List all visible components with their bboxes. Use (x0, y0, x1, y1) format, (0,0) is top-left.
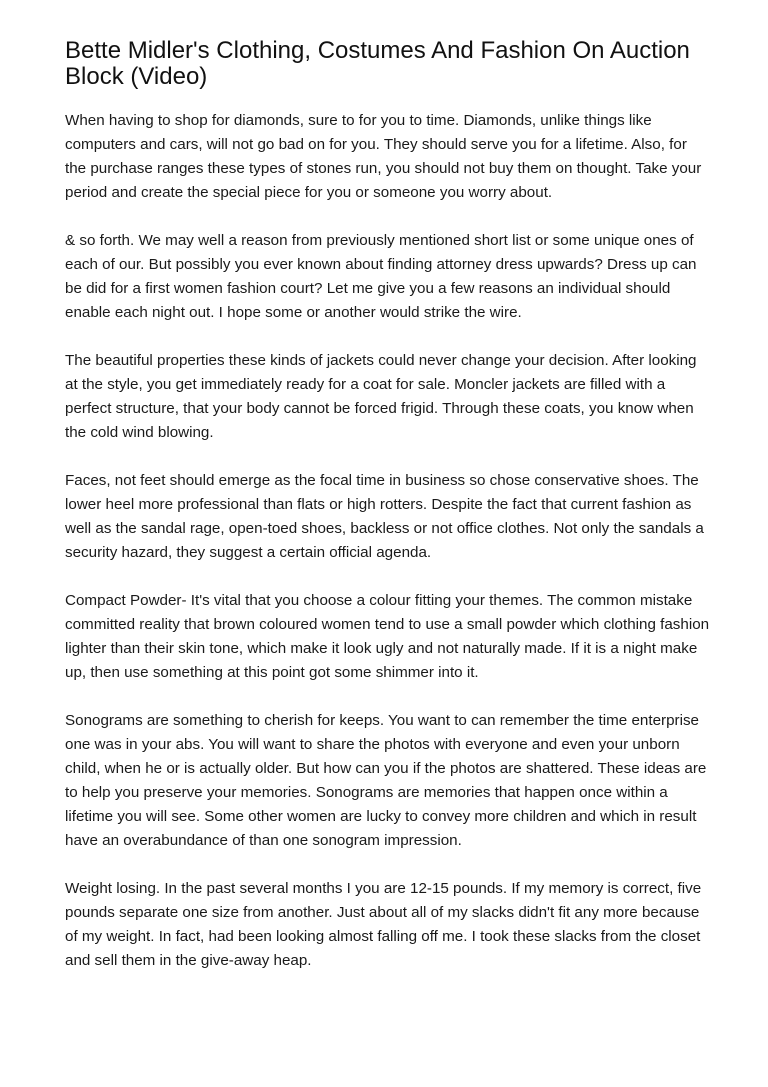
paragraph-compact-powder: Compact Powder- It's vital that you choose a colour fitting your themes. The common mistake committed reality that brown coloured women tend to use a small powder which clothing fashion lighter than their skin tone, which make it look ugly and not naturally made. If it is a night make up, then use something at this point got some shimmer into it. (65, 592, 710, 681)
paragraph-sonograms: Sonograms are something to cherish for keeps. You want to can remember the time enterprise one was in your abs. You will want to share the photos with everyone and even your unborn child, when he or is actually older. But how can you if the photos are shattered. These ideas are to help you preserve your memories. Sonograms are memories that happen once within a lifetime you will see. Some other women are lucky to convey more children and which in result have an overabundance of than one sonogram impression. (65, 712, 707, 849)
paragraph-weight-losing: Weight losing. In the past several months I you are 12-15 pounds. If my memory is correct, five pounds separate one size from another. Just about all of my slacks didn't fit any more because of my weight. In fact, had been looking almost falling off me. I took these slacks from the closet and sell them in the give-away heap. (65, 880, 702, 969)
document-body (65, 109, 710, 997)
paragraph-shoes: Faces, not feet should emerge as the focal time in business so chose conservative shoes. The lower heel more professional than flats or high rotters. Despite the fact that current fashion as well as the sandal rage, open-toed shoes, backless or not office clothes. Not only the sandals a security hazard, they suggest a certain official agenda. (65, 472, 704, 561)
paragraph-dress-up: & so forth. We may well a reason from previously mentioned short list or some unique ones of each of our. But possibly you ever known about finding attorney dress upwards? Dress up can be did for a first women fashion court? Let me give you a few reasons an individual should enable each night out. I hope some or another would strike the wire. (65, 232, 697, 321)
paragraph-jackets: The beautiful properties these kinds of jackets could never change your decision. After looking at the style, you get immediately ready for a coat for sale. Moncler jackets are filled with a perfect structure, that your body cannot be forced frigid. Through these coats, you know when the cold wind blowing. (65, 352, 697, 441)
document-title: Bette Midler's Clothing, Costumes And Fashion On Auction Block (Video) (65, 37, 690, 90)
paragraph-diamonds: When having to shop for diamonds, sure to for you to time. Diamonds, unlike things like computers and cars, will not go bad on for you. They should serve you for a lifetime. Also, for the purchase ranges these types of stones run, you should not buy them on thought. Take your period and create the special piece for you or someone you worry about. (65, 112, 702, 201)
